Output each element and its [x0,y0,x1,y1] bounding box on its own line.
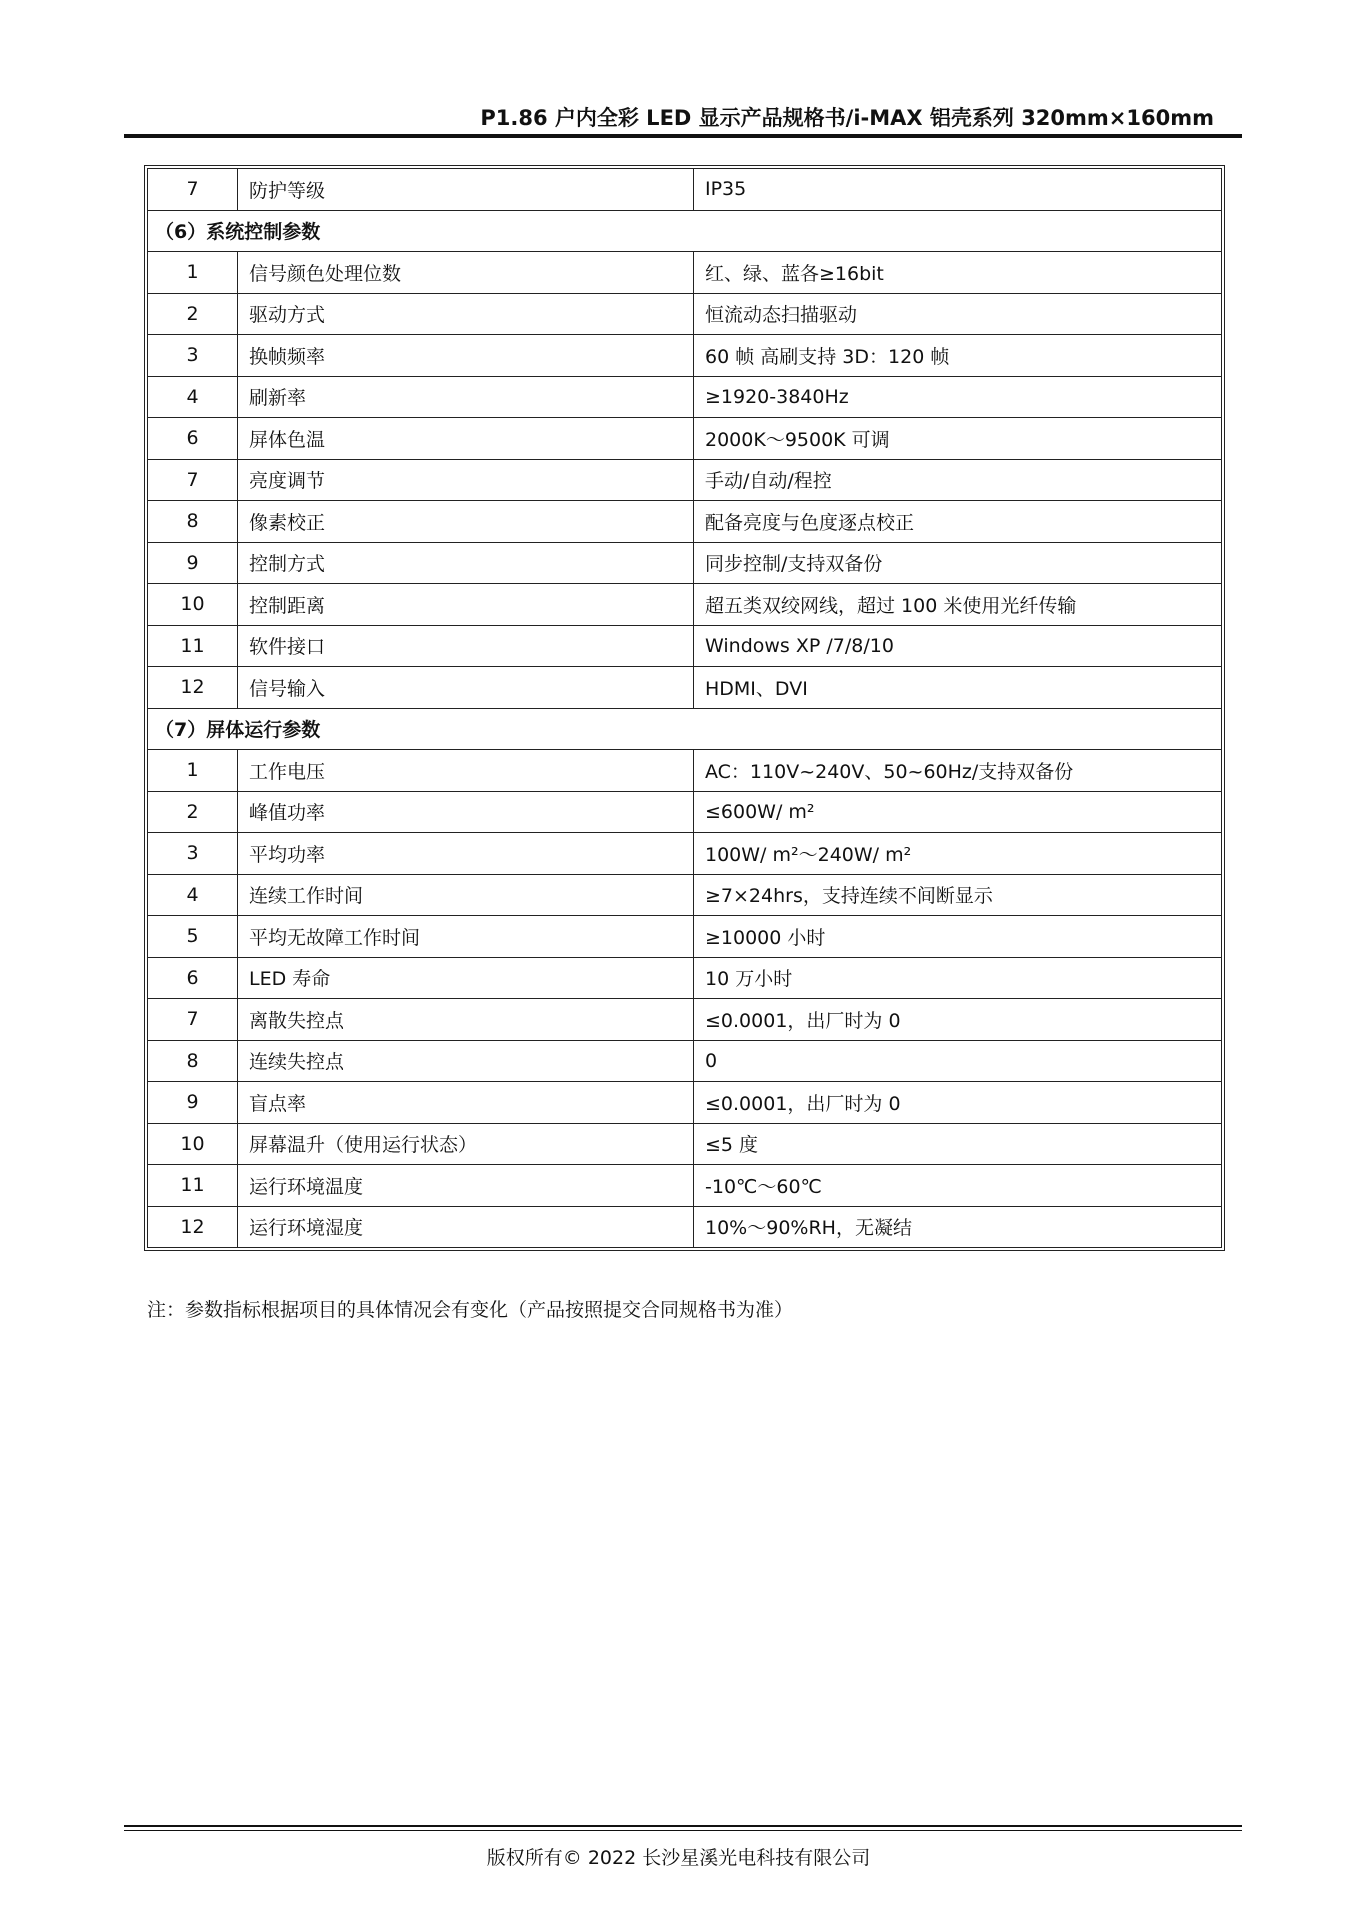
param-name: 信号输入 [238,667,694,709]
row-number: 2 [148,293,238,335]
param-value: ≥1920-3840Hz [694,376,1222,418]
row-number: 6 [148,957,238,999]
param-name: 盲点率 [238,1082,694,1124]
row-number: 10 [148,584,238,626]
table-row [148,1206,1222,1248]
table-row [148,1082,1222,1124]
param-name: 亮度调节 [238,459,694,501]
row-number: 8 [148,501,238,543]
param-value: 0 [694,1040,1222,1082]
table-row [148,874,1222,916]
table-row [148,376,1222,418]
param-value: AC：110V~240V、50~60Hz/支持双备份 [694,750,1222,792]
param-name: 驱动方式 [238,293,694,335]
param-name: 换帧频率 [238,335,694,377]
table-row [148,418,1222,460]
footer-rule [124,1825,1242,1827]
document-header-title: P1.86 户内全彩 LED 显示产品规格书/i-MAX 铝壳系列 320mm×160mm [480,106,1214,130]
row-number: 4 [148,376,238,418]
param-name: 刷新率 [238,376,694,418]
row-number: 3 [148,335,238,377]
section-row [148,708,1222,750]
param-name: 连续工作时间 [238,874,694,916]
row-number: 9 [148,542,238,584]
spec-table [147,168,1222,1248]
param-value: 2000K～9500K 可调 [694,418,1222,460]
row-number: 8 [148,1040,238,1082]
row-number: 7 [148,459,238,501]
row-number: 3 [148,833,238,875]
param-value: ≤600W/ m² [694,791,1222,833]
param-name: 控制方式 [238,542,694,584]
table-row [148,916,1222,958]
spec-table-body [148,169,1222,1248]
row-number: 11 [148,1165,238,1207]
table-row [148,833,1222,875]
table-row [148,252,1222,294]
row-number: 4 [148,874,238,916]
param-name: 运行环境温度 [238,1165,694,1207]
param-value: 10%～90%RH，无凝结 [694,1206,1222,1248]
row-number: 2 [148,791,238,833]
param-value: IP35 [694,169,1222,211]
param-value: Windows XP /7/8/10 [694,625,1222,667]
param-value: ≤5 度 [694,1123,1222,1165]
row-number: 6 [148,418,238,460]
table-row [148,1040,1222,1082]
param-name: 连续失控点 [238,1040,694,1082]
footer-copyright: 版权所有© 2022 长沙星溪光电科技有限公司 [486,1847,871,1869]
param-name: 屏体色温 [238,418,694,460]
table-row [148,957,1222,999]
param-value: 恒流动态扫描驱动 [694,293,1222,335]
row-number: 11 [148,625,238,667]
table-row [148,584,1222,626]
section-title: （7）屏体运行参数 [148,708,1222,750]
param-name: 离散失控点 [238,999,694,1041]
table-row [148,542,1222,584]
param-name: 运行环境湿度 [238,1206,694,1248]
header-rule [124,134,1242,138]
param-value: 60 帧 高刷支持 3D：120 帧 [694,335,1222,377]
param-value: ≤0.0001，出厂时为 0 [694,999,1222,1041]
param-value: 红、绿、蓝各≥16bit [694,252,1222,294]
param-value: 10 万小时 [694,957,1222,999]
param-name: 平均功率 [238,833,694,875]
row-number: 9 [148,1082,238,1124]
param-value: ≤0.0001，出厂时为 0 [694,1082,1222,1124]
param-name: 软件接口 [238,625,694,667]
param-name: 平均无故障工作时间 [238,916,694,958]
param-name: 峰值功率 [238,791,694,833]
param-name: 信号颜色处理位数 [238,252,694,294]
row-number: 10 [148,1123,238,1165]
table-row [148,501,1222,543]
table-row [148,750,1222,792]
param-value: -10℃～60℃ [694,1165,1222,1207]
table-row [148,169,1222,211]
param-value: ≥7×24hrs，支持连续不间断显示 [694,874,1222,916]
param-name: 像素校正 [238,501,694,543]
param-value: 超五类双绞网线，超过 100 米使用光纤传输 [694,584,1222,626]
param-value: 手动/自动/程控 [694,459,1222,501]
section-row [148,210,1222,252]
param-value: 100W/ m²～240W/ m² [694,833,1222,875]
table-row [148,1165,1222,1207]
row-number: 12 [148,667,238,709]
param-name: LED 寿命 [238,957,694,999]
param-name: 工作电压 [238,750,694,792]
section-title: （6）系统控制参数 [148,210,1222,252]
row-number: 5 [148,916,238,958]
param-value: ≥10000 小时 [694,916,1222,958]
table-row [148,459,1222,501]
param-value: 配备亮度与色度逐点校正 [694,501,1222,543]
footer-rule-thin [124,1830,1242,1831]
param-value: 同步控制/支持双备份 [694,542,1222,584]
param-name: 屏幕温升（使用运行状态） [238,1123,694,1165]
table-row [148,999,1222,1041]
table-row [148,1123,1222,1165]
table-row [148,791,1222,833]
table-row [148,335,1222,377]
param-value: HDMI、DVI [694,667,1222,709]
param-name: 防护等级 [238,169,694,211]
table-row [148,667,1222,709]
table-row [148,293,1222,335]
row-number: 12 [148,1206,238,1248]
footnote: 注：参数指标根据项目的具体情况会有变化（产品按照提交合同规格书为准） [147,1299,794,1321]
row-number: 1 [148,252,238,294]
param-name: 控制距离 [238,584,694,626]
row-number: 7 [148,999,238,1041]
row-number: 7 [148,169,238,211]
table-row [148,625,1222,667]
row-number: 1 [148,750,238,792]
